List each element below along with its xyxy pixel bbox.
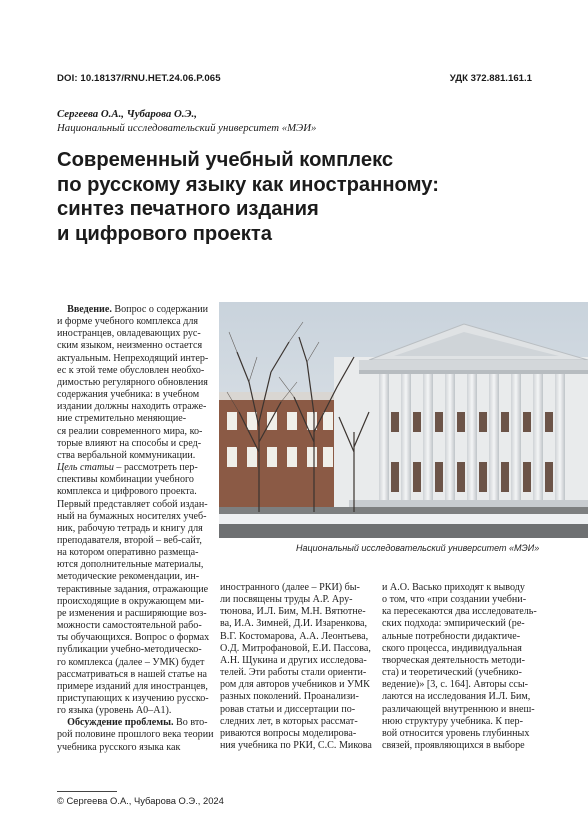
text-line: иностранцев, овладевающих рус-: [57, 328, 201, 340]
text-line: ства вербальной коммуникации.: [57, 449, 196, 461]
text-line: ром для авторов учебников и УМК: [220, 679, 370, 691]
text-line: содержания учебника: в учебном: [57, 389, 200, 401]
text-line: [57, 462, 208, 474]
text-line: телей. Эти работы стали ориенти-: [220, 667, 367, 679]
text-line: ние стремительно меняющие-: [57, 413, 187, 425]
text-line: Первый представляет собой издан-: [57, 498, 208, 510]
university-building-photo: [219, 302, 588, 538]
text-column-left: [57, 304, 214, 754]
author-block: [57, 107, 316, 135]
text-line: го языка (уровень А0–А1).: [57, 705, 172, 717]
text-line: рассматриваться в нашей статье на: [57, 668, 208, 680]
text-line: торые влияют на способы и сред-: [57, 437, 202, 449]
text-line: ния учебника по РКИ, С.С. Микова: [220, 740, 372, 752]
udk-label: УДК 372.881.161.1: [449, 73, 532, 84]
figure-caption: Национальный исследовательский университет «МЭИ»: [296, 543, 540, 553]
author-affiliation: Национальный исследовательский университет «МЭИ»: [57, 122, 317, 134]
line-text: Вопрос о содержании: [111, 304, 209, 315]
text-line: лаются на исследования И.Л. Бим,: [382, 691, 531, 703]
text-line: риваются вопросы моделирова-: [220, 727, 357, 739]
text-line: спективы комбинации учебного: [57, 474, 194, 486]
text-line: [57, 304, 208, 316]
goal-heading: Цель статьи: [57, 462, 114, 474]
text-column-right: [382, 582, 537, 752]
text-line: иностранного (далее – РКИ) бы-: [220, 582, 360, 593]
line-text: Во вто-: [173, 717, 208, 729]
text-line: следних лет, в которых рассмат-: [220, 715, 358, 727]
text-line: ведение)» [3, с. 164]. Авторы ссы-: [382, 679, 528, 691]
text-line: В.Г. Костомарова, А.А. Леонтьева,: [220, 630, 369, 642]
text-line: издании должны находить отраже-: [57, 401, 207, 413]
text-line: ес к этой теме обусловлен необхо-: [57, 364, 205, 376]
text-line: рой половине прошлого века теории: [57, 729, 214, 741]
text-line: методические рекомендации, ин-: [57, 571, 200, 583]
text-line: вой относится уровень глубинных: [382, 727, 530, 739]
text-line: ста) и теоретический (учебнико-: [382, 667, 522, 679]
text-line: публикации учебно-методическо-: [57, 644, 202, 656]
text-line: А.Н. Щукина и других исследова-: [220, 654, 367, 666]
title-line: по русскому языку как иностранному:: [57, 173, 439, 196]
text-line: о том, что «при создании учебни-: [382, 594, 527, 606]
article-title: [57, 148, 537, 246]
text-line: происходящие в окружающем ми-: [57, 595, 204, 607]
author-names: Сергеева О.А., Чубарова О.Э.,: [57, 108, 197, 120]
text-line: терактивные задания, отражающие: [57, 583, 209, 595]
text-line: ского процесса, индивидуальная: [382, 642, 522, 654]
text-line: связей, проявляющихся в выборе: [382, 740, 525, 752]
text-line: го комплекса (далее – УМК) будет: [57, 656, 205, 668]
text-line: димостью регулярного обновления: [57, 376, 208, 388]
text-line: преподавателя, второй – веб-сайт,: [57, 534, 202, 546]
text-line: ный на бумажных носителях учеб-: [57, 510, 207, 522]
text-line: ре изменения и расширяющие воз-: [57, 607, 207, 619]
text-line: ва, И.А. Зимней, Д.И. Изаренкова,: [220, 618, 367, 630]
text-line: различающей внутреннюю и внеш-: [382, 703, 535, 715]
text-line: нюю структуру учебника. К пер-: [382, 715, 523, 727]
text-line: ровав статьи и диссертации по-: [220, 703, 356, 715]
text-line: ским языком, неизменно остается: [57, 340, 203, 352]
text-line: примере изданий для иностранцев,: [57, 680, 208, 692]
title-line: и цифрового проекта: [57, 222, 273, 245]
problems-heading: Обсуждение проблемы.: [67, 717, 174, 729]
text-line: можности самостоятельной рабо-: [57, 620, 202, 632]
text-line: комплекса и цифрового проекта.: [57, 486, 197, 498]
text-line: ка пересекаются два исследователь-: [382, 606, 537, 618]
text-line: ник, рабочую тетрадь и книгу для: [57, 522, 203, 534]
text-line: ских подхода: эмпирический (ре-: [382, 618, 525, 630]
text-column-middle: [220, 582, 370, 752]
text-line: тюнова, И.Л. Бим, М.Н. Вятютне-: [220, 606, 366, 618]
text-line: на котором оперативно размеща-: [57, 547, 199, 559]
text-line: актуальным. Непреходящий интер-: [57, 352, 209, 364]
text-line: учебника русского языка как: [57, 741, 181, 753]
text-line: альные потребности дидактиче-: [382, 630, 521, 642]
doi-label: DOI: 10.18137/RNU.HET.24.06.P.065: [57, 73, 221, 84]
footer-divider: [57, 791, 117, 792]
text-line: ются дополнительные материалы,: [57, 559, 204, 571]
text-line: [57, 717, 208, 729]
intro-heading: Введение.: [67, 304, 112, 315]
text-line: ли посвящены труды А.Р. Ару-: [220, 594, 353, 606]
text-line: О.Д. Митрофановой, Е.И. Пассова,: [220, 642, 371, 654]
text-line: и А.О. Васько приходят к выводу: [382, 582, 525, 593]
text-line: приступающих к изучению русско-: [57, 693, 209, 704]
line-text: – рассмотреть пер-: [113, 462, 198, 474]
copyright-notice: © Сергеева О.А., Чубарова О.Э., 2024: [57, 795, 224, 806]
title-line: Современный учебный комплекс: [57, 149, 394, 171]
text-line: разных поколений. Проанализи-: [220, 691, 359, 703]
text-line: и форме учебного комплекса для: [57, 316, 199, 328]
text-line: творческая деятельность методи-: [382, 654, 525, 666]
text-line: ся реалии современного мира, ко-: [57, 425, 203, 437]
title-line: синтез печатного издания: [57, 198, 319, 220]
text-line: ты обучающихся. Вопрос о формах: [57, 632, 210, 644]
